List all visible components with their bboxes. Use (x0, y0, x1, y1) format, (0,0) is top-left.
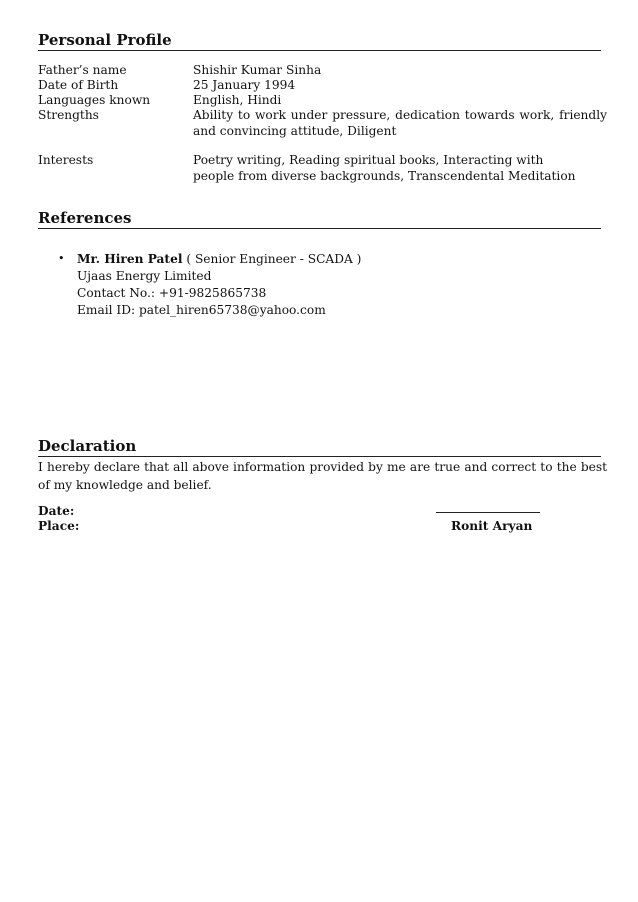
personal-profile-heading: Personal Profile (38, 31, 601, 51)
reference-name: Mr. Hiren Patel (77, 252, 183, 266)
place-label: Place: (38, 519, 80, 533)
reference-email: Email ID: patel_hiren65738@yahoo.com (77, 303, 326, 317)
profile-label: Languages known (38, 93, 151, 107)
signature-line (436, 512, 540, 513)
profile-value: English, Hindi (193, 93, 282, 107)
profile-label: Father’s name (38, 63, 127, 77)
profile-label: Strengths (38, 108, 99, 122)
profile-value: Ability to work under pressure, dedication towards work, friendly and convincing attitude, Diligent (193, 108, 607, 138)
profile-label: Date of Birth (38, 78, 119, 92)
references-heading: References (38, 209, 601, 229)
reference-contact: Contact No.: +91-9825865738 (77, 286, 267, 300)
declaration-heading: Declaration (38, 437, 601, 457)
reference-details (77, 251, 457, 319)
reference-company: Ujaas Energy Limited (77, 269, 212, 283)
date-label: Date: (38, 504, 75, 518)
signatory-name: Ronit Aryan (451, 519, 533, 533)
declaration-text: I hereby declare that all above information provided by me are true and correct to the best of my knowledge and belief. (38, 460, 607, 492)
reference-name-line (77, 251, 457, 268)
profile-value: 25 January 1994 (193, 78, 296, 92)
profile-value: Poetry writing, Reading spiritual books, Interacting with people from diverse backgrounds, Transcendental Meditation (193, 153, 576, 183)
profile-label: Interests (38, 153, 94, 167)
bullet-icon: • (58, 252, 65, 265)
profile-value: Shishir Kumar Sinha (193, 63, 322, 77)
reference-role: ( Senior Engineer - SCADA ) (182, 252, 362, 266)
